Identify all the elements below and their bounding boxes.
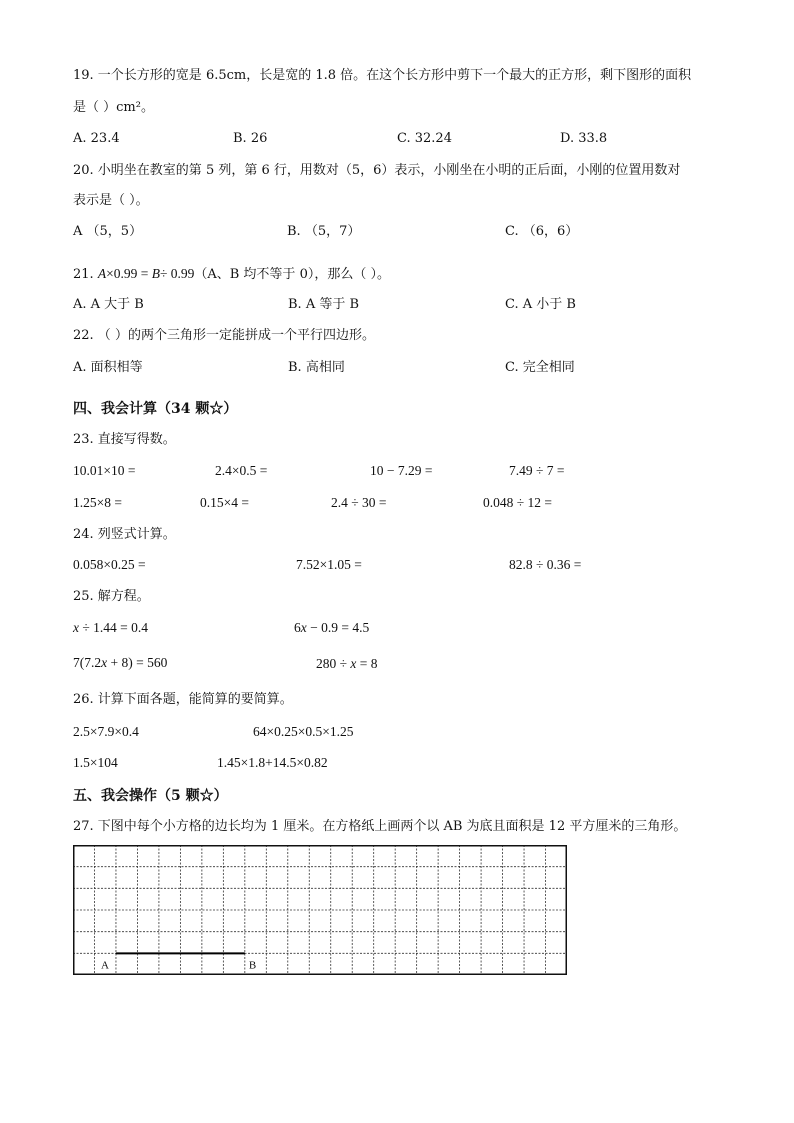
point-b-label: B [248, 959, 257, 972]
q24-title: 24. 列竖式计算。 [73, 527, 176, 542]
q23-item: 2.4 ÷ 30 = [331, 495, 387, 510]
q21-number: 21. [73, 267, 94, 282]
q19-stem-line2: 是（ ）cm²。 [73, 100, 154, 115]
q23-title: 23. 直接写得数。 [73, 432, 176, 447]
q24-item: 7.52×1.05 = [296, 557, 362, 572]
q22-option-c: C. 完全相同 [505, 360, 575, 375]
q26-item: 1.45×1.8+14.5×0.82 [217, 755, 328, 770]
q21-option-b: B. A 等于 B [288, 297, 360, 312]
q26-item: 2.5×7.9×0.4 [73, 724, 139, 739]
q21-equation: A×0.99 = B÷ 0.99 [97, 266, 195, 281]
q19-option-c: C. 32.24 [397, 131, 452, 146]
q19-option-b: B. 26 [233, 131, 268, 146]
q21-option-c: C. A 小于 B [505, 297, 576, 312]
q23-item: 10.01×10 = [73, 463, 136, 478]
grid-drawing [73, 845, 567, 975]
point-a-label: A [100, 959, 109, 972]
square-grid [73, 845, 567, 975]
q22-option-a: A. 面积相等 [73, 360, 143, 375]
q23-item: 10 − 7.29 = [370, 463, 433, 478]
q25-title: 25. 解方程。 [73, 589, 150, 604]
q24-item: 82.8 ÷ 0.36 = [509, 557, 582, 572]
q20-stem-line1: 20. 小明坐在教室的第 5 列，第 6 行，用数对（5，6）表示，小刚坐在小明的正后面，小刚的位置用数对 [73, 163, 681, 178]
q25-equation: x ÷ 1.44 = 0.4 [73, 620, 149, 635]
q23-item: 1.25×8 = [73, 495, 122, 510]
q26-item: 1.5×104 [73, 755, 118, 770]
q20-option-a: A （5，5） [73, 224, 143, 239]
q22-option-b: B. 高相同 [288, 360, 345, 375]
q21-stem [73, 266, 390, 283]
q23-item: 2.4×0.5 = [215, 463, 268, 478]
q19-stem-line1: 19. 一个长方形的宽是 6.5cm，长是宽的 1.8 倍。在这个长方形中剪下一个最大的正方形，剩下图形的面积 [73, 68, 692, 83]
q23-item: 0.048 ÷ 12 = [483, 495, 553, 510]
q23-item: 7.49 ÷ 7 = [509, 463, 565, 478]
var-b: B [151, 266, 160, 281]
q21-option-a: A. A 大于 B [73, 297, 144, 312]
q26-item: 64×0.25×0.5×1.25 [253, 724, 354, 739]
q24-item: 0.058×0.25 = [73, 557, 146, 572]
q26-title: 26. 计算下面各题，能简算的要简算。 [73, 692, 293, 707]
q25-equation: 280 ÷ x = 8 [316, 656, 378, 671]
q20-option-b: B. （5，7） [287, 224, 361, 239]
q19-option-d: D. 33.8 [560, 131, 608, 146]
q20-option-c: C. （6，6） [505, 224, 579, 239]
var-a: A [97, 266, 107, 281]
q22-stem: 22. （ ）的两个三角形一定能拼成一个平行四边形。 [73, 328, 375, 343]
q21-tail: （A、B 均不等于 0），那么（ ）。 [194, 267, 390, 282]
q25-equation: 7(7.2x + 8) = 560 [73, 655, 168, 670]
section-5-heading: 五、我会操作（5 颗☆） [73, 788, 228, 804]
q25-equation: 6x − 0.9 = 4.5 [294, 620, 370, 635]
q23-item: 0.15×4 = [200, 495, 249, 510]
q27-title: 27. 下图中每个小方格的边长均为 1 厘米。在方格纸上画两个以 AB 为底且面积是 12 平方厘米的三角形。 [73, 819, 687, 834]
section-4-heading: 四、我会计算（34 颗☆） [73, 401, 238, 417]
q20-stem-line2: 表示是（ ）。 [73, 193, 149, 208]
q19-option-a: A. 23.4 [73, 131, 120, 146]
